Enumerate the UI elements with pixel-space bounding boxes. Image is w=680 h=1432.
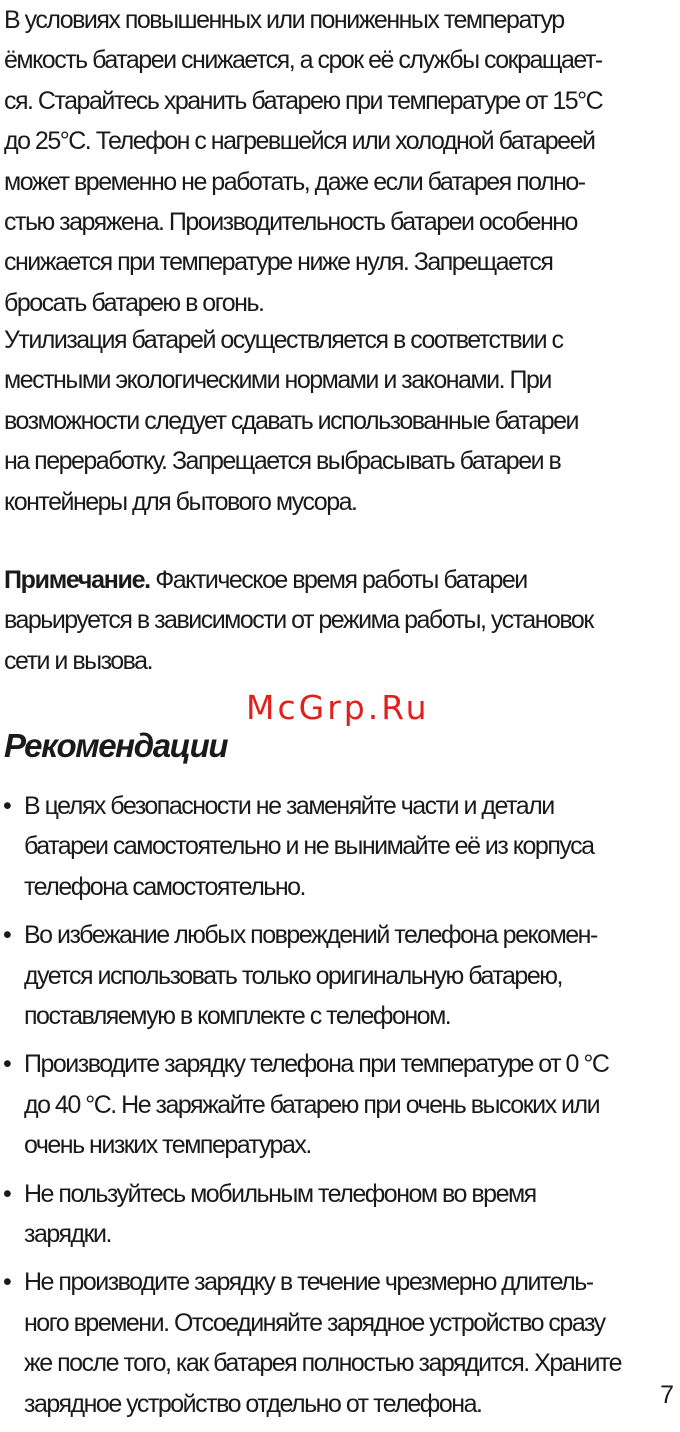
battery-disposal-paragraph <box>4 320 676 522</box>
text-line: В условиях повышенных или пониженных температур <box>4 6 564 34</box>
bullet-icon: • <box>3 792 11 820</box>
note-text: Фактическое время работы батареи <box>149 566 527 594</box>
bullet-icon: • <box>3 1179 11 1208</box>
text-line: местными экологическими нормами и законами. При <box>4 366 551 395</box>
note-label: Примечание. <box>4 566 150 594</box>
text-line: до 40 °C. Не заряжайте батарею при очень высоких или <box>24 1090 600 1119</box>
text-line: на переработку. Запрещается выбрасывать батареи в <box>4 447 561 476</box>
text-line: Утилизация батарей осуществляется в соответствии с <box>4 326 563 354</box>
note-paragraph <box>4 560 676 681</box>
text-line: Не пользуйтесь мобильным телефоном во время <box>24 1179 536 1208</box>
bullet-icon: • <box>3 1268 11 1297</box>
text-line: снижается при температуре ниже нуля. Запрещается <box>4 248 553 277</box>
text-line: же после того, как батарея полностью зарядится. Храните <box>24 1349 621 1378</box>
bullet-icon: • <box>3 921 11 950</box>
text-line: очень низких температурах. <box>24 1131 311 1160</box>
section-title: Рекомендации <box>4 727 228 764</box>
text-line: зарядки. <box>24 1220 111 1249</box>
list-item <box>0 1174 680 1255</box>
text-line: Во избежание любых повреждений телефона рекомен- <box>24 921 597 950</box>
page-number: 7 <box>660 1381 674 1409</box>
text-line: ёмкость батареи снижается, а срок её службы сокращает- <box>4 46 602 75</box>
recommendations-list <box>0 786 680 1432</box>
watermark: McGrp.Ru <box>246 688 430 727</box>
text-line: поставляемую в комплекте с телефоном. <box>24 1002 451 1031</box>
text-line: варьируется в зависимости от режима работы, установок <box>4 606 593 635</box>
list-item <box>0 1044 680 1165</box>
text-line: стью заряжена. Производительность батареи особенно <box>4 208 577 237</box>
text-line: возможности следует сдавать использованные батареи <box>4 406 579 435</box>
text-line: бросать батарею в огонь. <box>4 288 264 317</box>
text-line: батареи самостоятельно и не вынимайте её из корпуса <box>24 832 594 861</box>
list-item <box>0 786 680 907</box>
text-line: Не производите зарядку в течение чрезмерно длитель- <box>24 1268 593 1297</box>
text-line <box>4 560 676 600</box>
text-line: контейнеры для бытового мусора. <box>4 487 357 516</box>
text-line: зарядное устройство отдельно от телефона. <box>24 1389 482 1418</box>
text-line: В целях безопасности не заменяйте части и детали <box>24 792 554 820</box>
text-line: до 25°C. Телефон с нагревшейся или холодной батареей <box>4 127 595 156</box>
text-line: Производите зарядку телефона при температуре от 0 °C <box>24 1050 609 1079</box>
text-line: телефона самостоятельно. <box>24 872 305 901</box>
text-line: может временно не работать, даже если батарея полно- <box>4 167 585 196</box>
text-line: дуется использовать только оригинальную батарею, <box>24 961 562 990</box>
text-line: ного времени. Отсоединяйте зарядное устройство сразу <box>24 1308 605 1337</box>
list-item <box>0 915 680 1036</box>
battery-temperature-paragraph <box>4 0 676 323</box>
bullet-icon: • <box>3 1050 11 1079</box>
list-item <box>0 1262 680 1424</box>
text-line: сети и вызова. <box>4 646 153 675</box>
text-line: ся. Старайтесь хранить батарею при температуре от 15°C <box>4 86 603 115</box>
